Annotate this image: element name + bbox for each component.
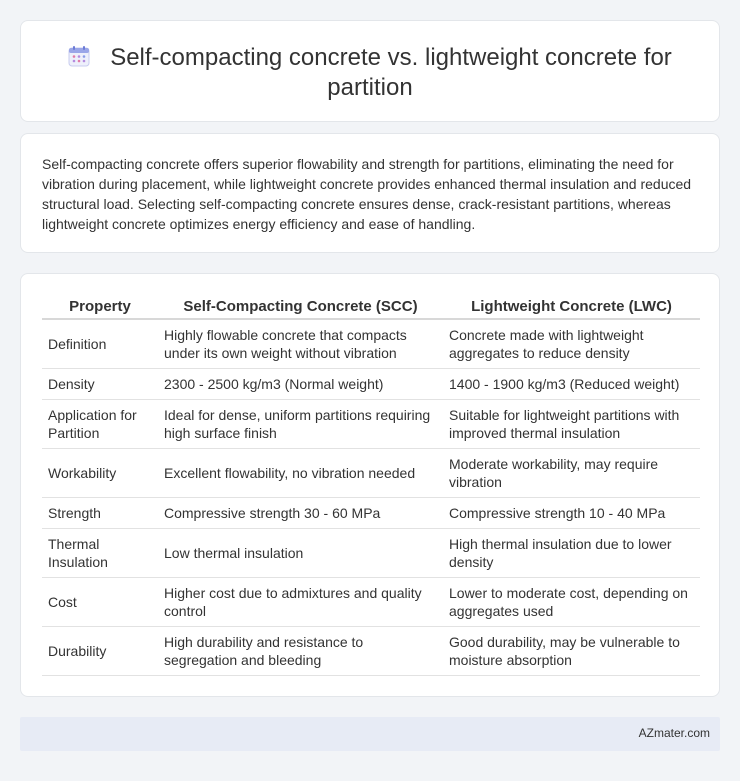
cell-scc: Low thermal insulation xyxy=(158,529,443,578)
cell-property: Durability xyxy=(42,627,158,676)
footer-brand[interactable]: AZmater.com xyxy=(638,726,710,740)
cell-property: Definition xyxy=(42,320,158,369)
title-card xyxy=(20,20,720,122)
cell-property: Thermal Insulation xyxy=(42,529,158,578)
header-property: Property xyxy=(42,294,158,320)
cell-lwc: Moderate workability, may require vibration xyxy=(443,449,700,498)
comparison-table xyxy=(42,294,700,676)
comparison-card xyxy=(20,273,720,697)
cell-property: Cost xyxy=(42,578,158,627)
cell-lwc: 1400 - 1900 kg/m3 (Reduced weight) xyxy=(443,369,700,400)
table-row xyxy=(42,498,700,529)
cell-property: Application for Partition xyxy=(42,400,158,449)
table-row xyxy=(42,627,700,676)
cell-scc: Higher cost due to admixtures and quality control xyxy=(158,578,443,627)
calendar-icon xyxy=(68,45,90,67)
table-row xyxy=(42,369,700,400)
cell-property: Density xyxy=(42,369,158,400)
table-row xyxy=(42,529,700,578)
cell-lwc: Compressive strength 10 - 40 MPa xyxy=(443,498,700,529)
intro-card xyxy=(20,133,720,253)
intro-paragraph: Self-compacting concrete offers superior flowability and strength for partitions, eliminating the need for vibration during placement, while lightweight concrete provides enhanced thermal insulation and reduced structural load. Selecting self-compacting concrete ensures dense, crack-resistant partitions, whereas lightweight concrete optimizes energy efficiency and ease of handling. xyxy=(42,156,692,232)
page-title: Self-compacting concrete vs. lightweight concrete for partition xyxy=(110,44,672,101)
cell-property: Strength xyxy=(42,498,158,529)
header-lwc: Lightweight Concrete (LWC) xyxy=(443,294,700,320)
table-header-row xyxy=(42,294,700,320)
cell-scc: Ideal for dense, uniform partitions requiring high surface finish xyxy=(158,400,443,449)
table-row xyxy=(42,400,700,449)
cell-scc: Compressive strength 30 - 60 MPa xyxy=(158,498,443,529)
cell-scc: High durability and resistance to segregation and bleeding xyxy=(158,627,443,676)
footer-bar xyxy=(20,717,720,751)
page-title-row xyxy=(21,43,719,103)
cell-scc: Excellent flowability, no vibration needed xyxy=(158,449,443,498)
cell-lwc: High thermal insulation due to lower density xyxy=(443,529,700,578)
table-row xyxy=(42,578,700,627)
table-row xyxy=(42,449,700,498)
cell-property: Workability xyxy=(42,449,158,498)
cell-lwc: Good durability, may be vulnerable to moisture absorption xyxy=(443,627,700,676)
cell-lwc: Suitable for lightweight partitions with improved thermal insulation xyxy=(443,400,700,449)
cell-scc: Highly flowable concrete that compacts under its own weight without vibration xyxy=(158,320,443,369)
table-row xyxy=(42,320,700,369)
cell-lwc: Lower to moderate cost, depending on aggregates used xyxy=(443,578,700,627)
cell-scc: 2300 - 2500 kg/m3 (Normal weight) xyxy=(158,369,443,400)
header-scc: Self-Compacting Concrete (SCC) xyxy=(158,294,443,320)
cell-lwc: Concrete made with lightweight aggregates to reduce density xyxy=(443,320,700,369)
